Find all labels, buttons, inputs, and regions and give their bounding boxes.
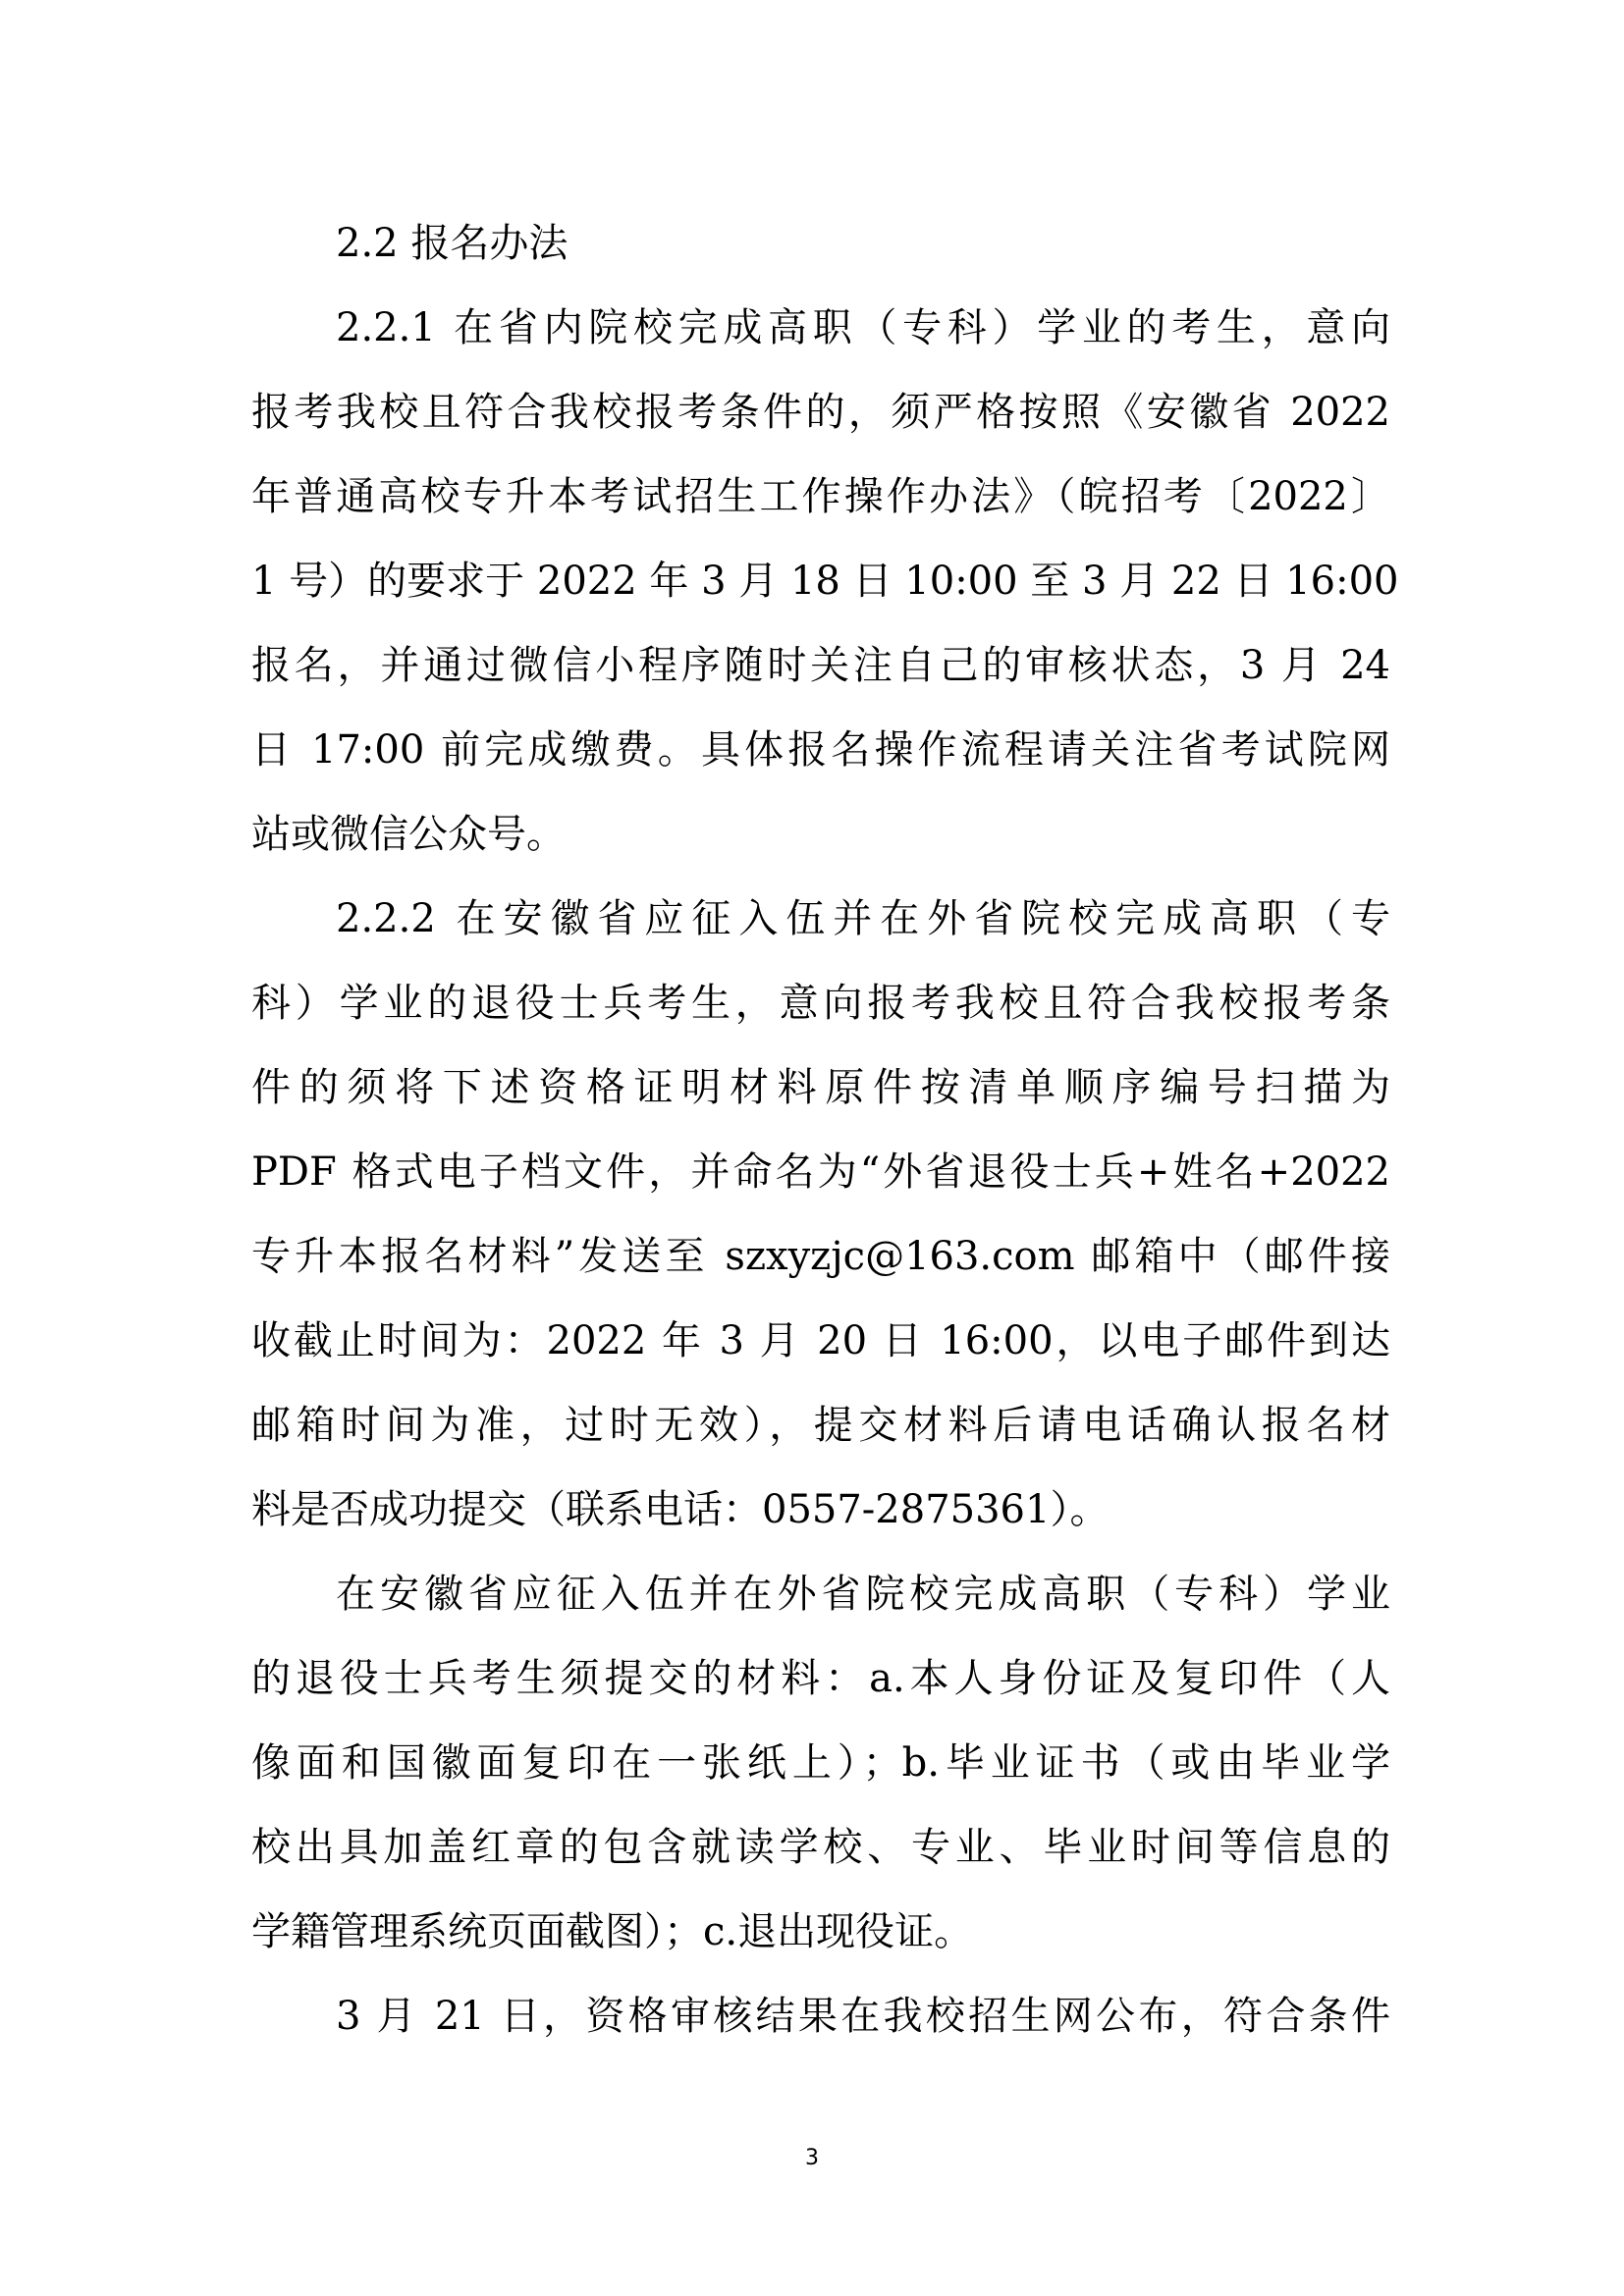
paragraph-2-2-2-line: 专升本报名材料”发送至 szxyzjc@163.com 邮箱中（邮件接 (251, 1234, 1390, 1279)
paragraph-2-2-1-line: 年普通高校专升本考试招生工作操作办法》（皖招考〔2022〕 (251, 474, 1390, 519)
paragraph-2-2-1-line: 报名，并通过微信小程序随时关注自己的审核状态，3 月 24 (251, 643, 1390, 688)
paragraph-2-2-1-line: 1 号）的要求于 2022 年 3 月 18 日 10:00 至 3 月 22 日 16:00 (251, 559, 1399, 604)
paragraph-2-2-1-line: 2.2.1 在省内院校完成高职（专科）学业的考生，意向 (336, 305, 1390, 350)
page-number: 3 (805, 2146, 819, 2170)
paragraph-2-2-1-line: 报考我校且符合我校报考条件的，须严格按照《安徽省 2022 (251, 390, 1390, 435)
review-paragraph-line: 3 月 21 日，资格审核结果在我校招生网公布，符合条件 (336, 1994, 1390, 2039)
paragraph-2-2-2-line: 收截止时间为：2022 年 3 月 20 日 16:00，以电子邮件到达 (251, 1318, 1390, 1363)
paragraph-2-2-2-line: 料是否成功提交（联系电话：0557-2875361）。 (251, 1487, 1110, 1532)
materials-paragraph-line: 校出具加盖红章的包含就读学校、专业、毕业时间等信息的 (251, 1825, 1390, 1870)
paragraph-2-2-2-line: PDF 格式电子档文件，并命名为“外省退役士兵+姓名+2022 (251, 1149, 1390, 1195)
paragraph-2-2-2-line: 邮箱时间为准，过时无效），提交材料后请电话确认报名材 (251, 1403, 1390, 1448)
materials-paragraph-line: 的退役士兵考生须提交的材料：a.本人身份证及复印件（人 (251, 1656, 1390, 1701)
paragraph-2-2-2-line: 科）学业的退役士兵考生，意向报考我校且符合我校报考条 (251, 981, 1390, 1026)
paragraph-2-2-1-line: 站或微信公众号。 (251, 812, 566, 857)
materials-paragraph-line: 学籍管理系统页面截图）；c.退出现役证。 (251, 1909, 974, 1954)
materials-paragraph-line: 在安徽省应征入伍并在外省院校完成高职（专科）学业 (336, 1572, 1390, 1617)
paragraph-2-2-2-line: 2.2.2 在安徽省应征入伍并在外省院校完成高职（专 (336, 896, 1390, 941)
materials-paragraph-line: 像面和国徽面复印在一张纸上）；b.毕业证书（或由毕业学 (251, 1740, 1390, 1786)
section-heading: 2.2 报名办法 (336, 221, 568, 266)
paragraph-2-2-2-line: 件的须将下述资格证明材料原件按清单顺序编号扫描为 (251, 1065, 1390, 1110)
paragraph-2-2-1-line: 日 17:00 前完成缴费。具体报名操作流程请关注省考试院网 (251, 727, 1390, 773)
